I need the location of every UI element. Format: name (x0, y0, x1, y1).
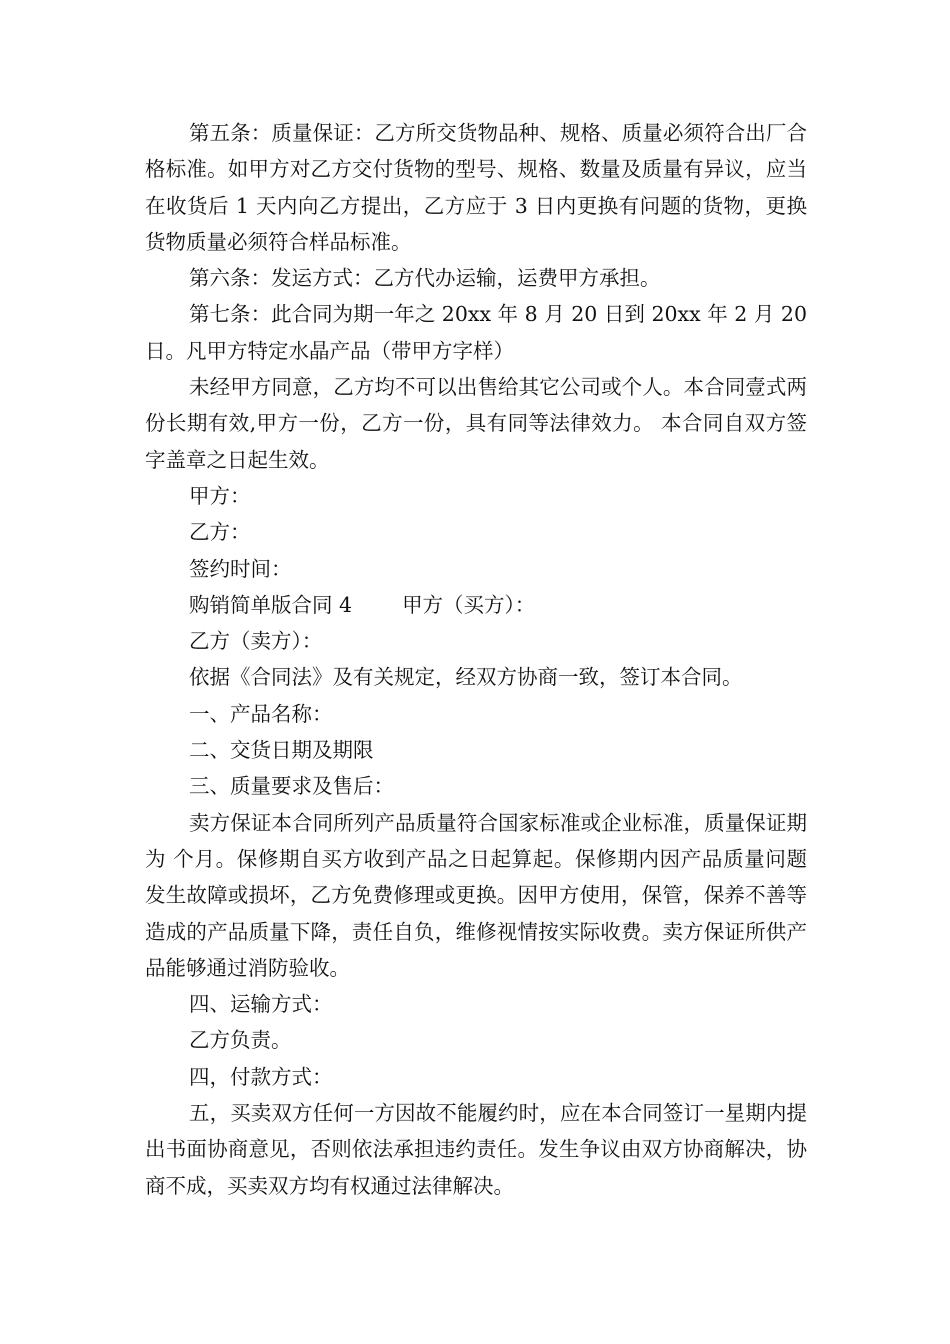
clause-7-contract-term: 第七条：此合同为期一年之 20xx 年 8 月 20 日到 20xx 年 2 月 20 日。凡甲方特定水晶产品（带甲方字样） (145, 302, 807, 363)
party-a-buyer-label: 甲方（买方）： (402, 592, 536, 617)
signing-date-line: 签约时间： (189, 556, 292, 581)
contract-basis-paragraph: 依据《合同法》及有关规定，经双方协商一致，签订本合同。 (189, 665, 743, 690)
party-a-signature-line: 甲方： (189, 483, 251, 508)
party-b-seller-label: 乙方（卖方）： (189, 629, 323, 654)
clause-6-shipping-method: 第六条：发运方式：乙方代办运输，运费甲方承担。 (189, 266, 661, 291)
party-b-signature-line: 乙方： (189, 520, 251, 545)
clause-5-quality-guarantee: 第五条：质量保证：乙方所交货物品种、规格、质量必须符合出厂合格标准。如甲方对乙方交付货物的型号、规格、数量及质量有异议，应当在收货后 1 天内向乙方提出，乙方应于 3 日内更换有问题的货物，更换货物质量必须符合样品标准。 (145, 121, 807, 254)
exclusivity-and-validity-paragraph: 未经甲方同意，乙方均不可以出售给其它公司或个人。本合同壹式两份长期有效,甲方一份，乙方一份，具有同等法律效力。 本合同自双方签字盖章之日起生效。 (145, 375, 807, 472)
section-2-delivery-date: 二、交货日期及期限 (189, 738, 374, 763)
payment-method-heading: 四，付款方式： (189, 1064, 333, 1089)
section-1-product-name: 一、产品名称： (189, 701, 333, 726)
section-3-quality-after-sales: 三、质量要求及售后： (189, 774, 394, 799)
transport-responsibility: 乙方负责。 (189, 1028, 292, 1053)
section-4-transport-method: 四、运输方式： (189, 992, 333, 1017)
quality-warranty-paragraph: 卖方保证本合同所列产品质量符合国家标准或企业标准，质量保证期为 个月。保修期自买方收到产品之日起算起。保修期内因产品质量问题发生故障或损坏，乙方免费修理或更换。因甲方使用，保管，保养不善等造成的产品质量下降，责任自负，维修视情按实际收费。卖方保证所供产品能够通过消防验收。 (145, 810, 807, 980)
document-page (145, 115, 807, 1204)
breach-dispute-paragraph: 五，买卖双方任何一方因故不能履约时，应在本合同签订一星期内提出书面协商意见，否则依法承担违约责任。发生争议由双方协商解决，协商不成，买卖双方均有权通过法律解决。 (145, 1101, 807, 1198)
contract-4-heading-line (145, 587, 807, 623)
contract-title: 购销简单版合同 4 (189, 592, 353, 617)
